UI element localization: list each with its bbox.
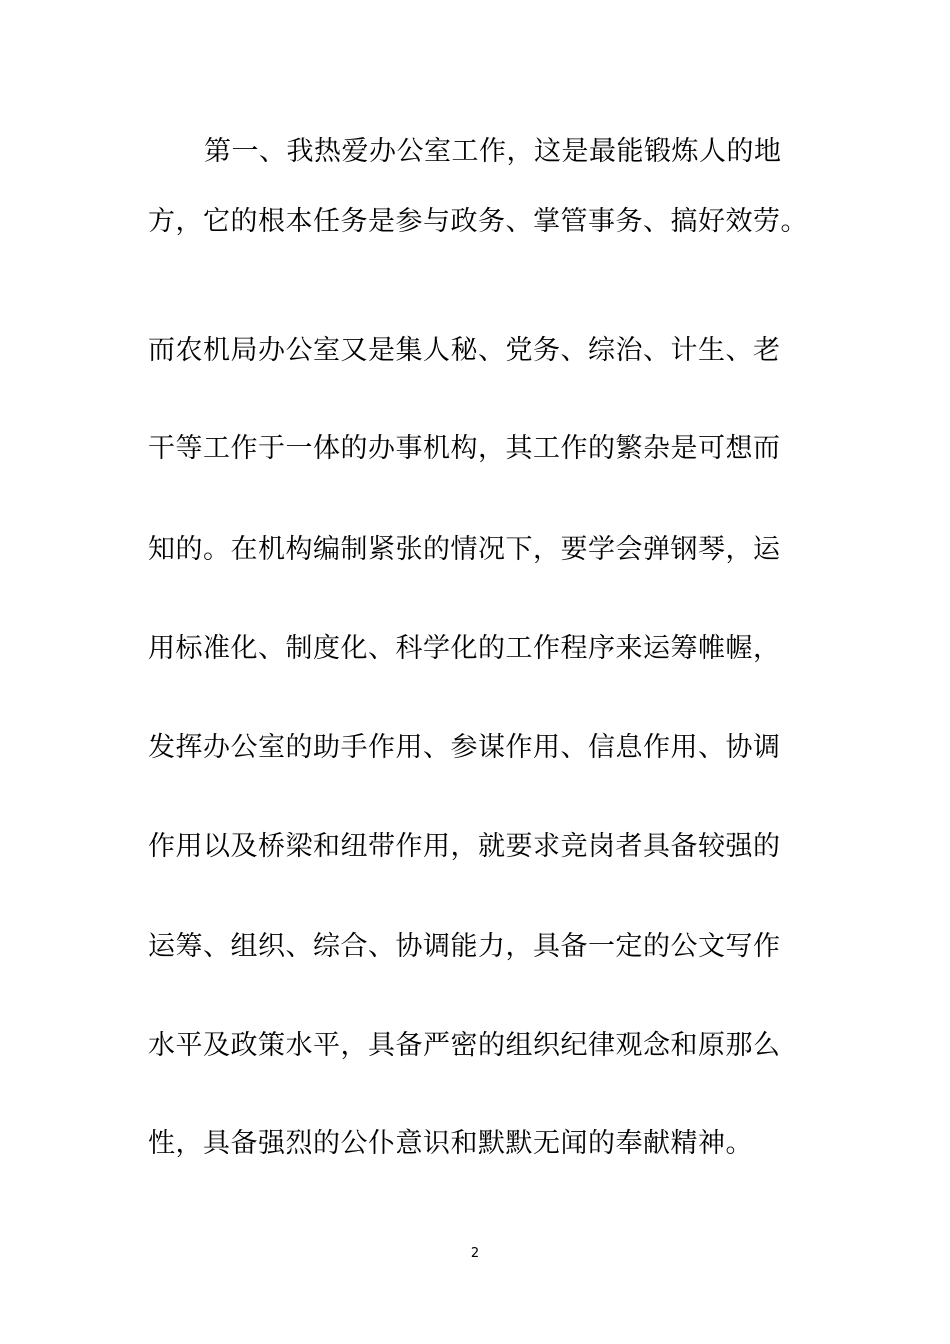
paragraph-line: 用标准化、制度化、科学化的工作程序来运筹帷幄， bbox=[148, 633, 781, 664]
paragraph-line: 性，具备强烈的公仆意识和默默无闻的奉献精神。 bbox=[148, 1128, 753, 1159]
paragraph-line: 作用以及桥梁和纽带作用，就要求竞岗者具备较强的 bbox=[148, 831, 781, 862]
paragraph-line: 发挥办公室的助手作用、参谋作用、信息作用、协调 bbox=[148, 732, 781, 763]
paragraph-line: 知的。在机构编制紧张的情况下，要学会弹钢琴，运 bbox=[148, 534, 781, 565]
paragraph-line: 而农机局办公室又是集人秘、党务、综治、计生、老 bbox=[148, 335, 781, 366]
paragraph-line: 水平及政策水平，具备严密的组织纪律观念和原那么 bbox=[148, 1030, 781, 1061]
page-number: 2 bbox=[470, 1246, 480, 1261]
paragraph-line: 第一、我热爱办公室工作，这是最能锻炼人的地 bbox=[204, 136, 782, 167]
paragraph-line: 干等工作于一体的办事机构，其工作的繁杂是可想而 bbox=[148, 433, 781, 464]
paragraph-line: 方，它的根本任务是参与政务、掌管事务、搞好效劳。 bbox=[148, 206, 808, 237]
paragraph-line: 运筹、组织、综合、协调能力，具备一定的公文写作 bbox=[148, 931, 781, 962]
